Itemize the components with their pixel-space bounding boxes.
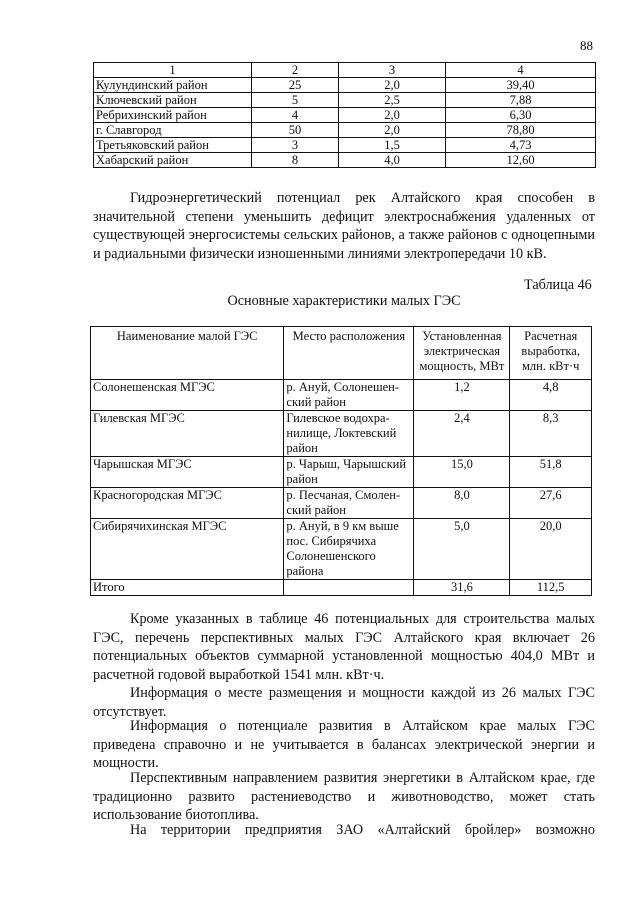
hpp-name-cell: Чарышская МГЭС <box>91 457 284 488</box>
district-cell: Хабарский район <box>94 153 252 168</box>
capacity-cell: 1,2 <box>414 380 510 411</box>
header-cell: 1 <box>94 63 252 78</box>
value-cell: 78,80 <box>446 123 596 138</box>
paragraph-info-absent: Информация о месте размещения и мощности каждой из 26 малых ГЭС отсутствует. <box>93 685 595 720</box>
total-label-cell: Итого <box>91 580 284 596</box>
value-cell: 6,30 <box>446 108 596 123</box>
table-header-row <box>94 63 596 78</box>
location-cell: Гилевское водохра-нилище, Локтевский район <box>284 411 414 457</box>
value-cell: 12,60 <box>446 153 596 168</box>
value-cell: 4,0 <box>339 153 446 168</box>
table-row <box>91 519 592 580</box>
paragraph-broiler: На территории предприятия ЗАО «Алтайский бройлер» возможно <box>130 822 595 838</box>
table-header-row <box>91 327 592 380</box>
small-hpp-table <box>90 326 592 596</box>
districts-table <box>93 62 596 168</box>
paragraph-reference-info: Информация о потенциале развития в Алтайском крае малых ГЭС приведена справочно и не учитывается в балансах электрической энергии и мощности. <box>93 718 595 771</box>
table-row <box>91 488 592 519</box>
value-cell: 8 <box>252 153 339 168</box>
output-cell: 51,8 <box>510 457 592 488</box>
table-total-row <box>91 580 592 596</box>
header-cell: 4 <box>446 63 596 78</box>
capacity-cell: 15,0 <box>414 457 510 488</box>
table-row <box>91 380 592 411</box>
value-cell: 2,0 <box>339 108 446 123</box>
header-cell: 2 <box>252 63 339 78</box>
district-cell: Третьяковский район <box>94 138 252 153</box>
table-row <box>94 93 596 108</box>
table-row <box>91 457 592 488</box>
district-cell: Ребрихинский район <box>94 108 252 123</box>
value-cell: 3 <box>252 138 339 153</box>
table-title: Основные характеристики малых ГЭС <box>227 293 461 309</box>
table-row <box>94 108 596 123</box>
capacity-cell: 2,4 <box>414 411 510 457</box>
table-row <box>94 78 596 93</box>
hpp-name-cell: Красногородская МГЭС <box>91 488 284 519</box>
location-cell: р. Чарыш, Чарышский район <box>284 457 414 488</box>
output-cell: 20,0 <box>510 519 592 580</box>
district-cell: Ключевский район <box>94 93 252 108</box>
location-cell: р. Песчаная, Смолен-ский район <box>284 488 414 519</box>
header-cell: 3 <box>339 63 446 78</box>
value-cell: 1,5 <box>339 138 446 153</box>
paragraph-potential-objects: Кроме указанных в таблице 46 потенциальных для строительства малых ГЭС, перечень перспективных малых ГЭС Алтайского края включает 26 потенциальных объектов суммарной установленной мощностью 404,0 МВт и расчетной годовой выработкой 1541 млн. кВт·ч. <box>93 611 595 683</box>
value-cell: 2,5 <box>339 93 446 108</box>
paragraph-biofuel: Перспективным направлением развития энергетики в Алтайском крае, где традиционно развито растениеводство и животноводство, может стать использование биотоплива. <box>93 770 595 823</box>
location-cell: р. Ануй, Солонешен-ский район <box>284 380 414 411</box>
header-cell: Расчетная выработка, млн. кВт·ч <box>510 327 592 380</box>
table-row <box>94 123 596 138</box>
paragraph-hydro-potential: Гидроэнергетический потенциал рек Алтайского края способен в значительной степени уменьшить дефицит электроснабжения удаленных от существующей энергосистемы сельских районов, а также районов с одноцепными и радиальными физически изношенными линиями электропередачи 10 кВ. <box>93 190 595 262</box>
district-cell: Кулундинский район <box>94 78 252 93</box>
location-cell: р. Ануй, в 9 км выше пос. Сибирячиха Солонешенского района <box>284 519 414 580</box>
header-cell: Место расположения <box>284 327 414 380</box>
value-cell: 7,88 <box>446 93 596 108</box>
table-row <box>91 411 592 457</box>
hpp-name-cell: Солонешенская МГЭС <box>91 380 284 411</box>
page-number: 88 <box>580 38 593 53</box>
total-output-cell: 112,5 <box>510 580 592 596</box>
value-cell: 5 <box>252 93 339 108</box>
value-cell: 2,0 <box>339 78 446 93</box>
table-row <box>94 153 596 168</box>
total-empty-cell <box>284 580 414 596</box>
value-cell: 2,0 <box>339 123 446 138</box>
output-cell: 27,6 <box>510 488 592 519</box>
total-capacity-cell: 31,6 <box>414 580 510 596</box>
hpp-name-cell: Сибирячихинская МГЭС <box>91 519 284 580</box>
header-cell: Наименование малой ГЭС <box>91 327 284 380</box>
table-row <box>94 138 596 153</box>
output-cell: 8,3 <box>510 411 592 457</box>
value-cell: 25 <box>252 78 339 93</box>
header-cell: Установленная электрическая мощность, МВт <box>414 327 510 380</box>
value-cell: 50 <box>252 123 339 138</box>
value-cell: 4 <box>252 108 339 123</box>
capacity-cell: 8,0 <box>414 488 510 519</box>
hpp-name-cell: Гилевская МГЭС <box>91 411 284 457</box>
value-cell: 4,73 <box>446 138 596 153</box>
output-cell: 4,8 <box>510 380 592 411</box>
capacity-cell: 5,0 <box>414 519 510 580</box>
district-cell: г. Славгород <box>94 123 252 138</box>
value-cell: 39,40 <box>446 78 596 93</box>
table-label: Таблица 46 <box>524 277 592 293</box>
